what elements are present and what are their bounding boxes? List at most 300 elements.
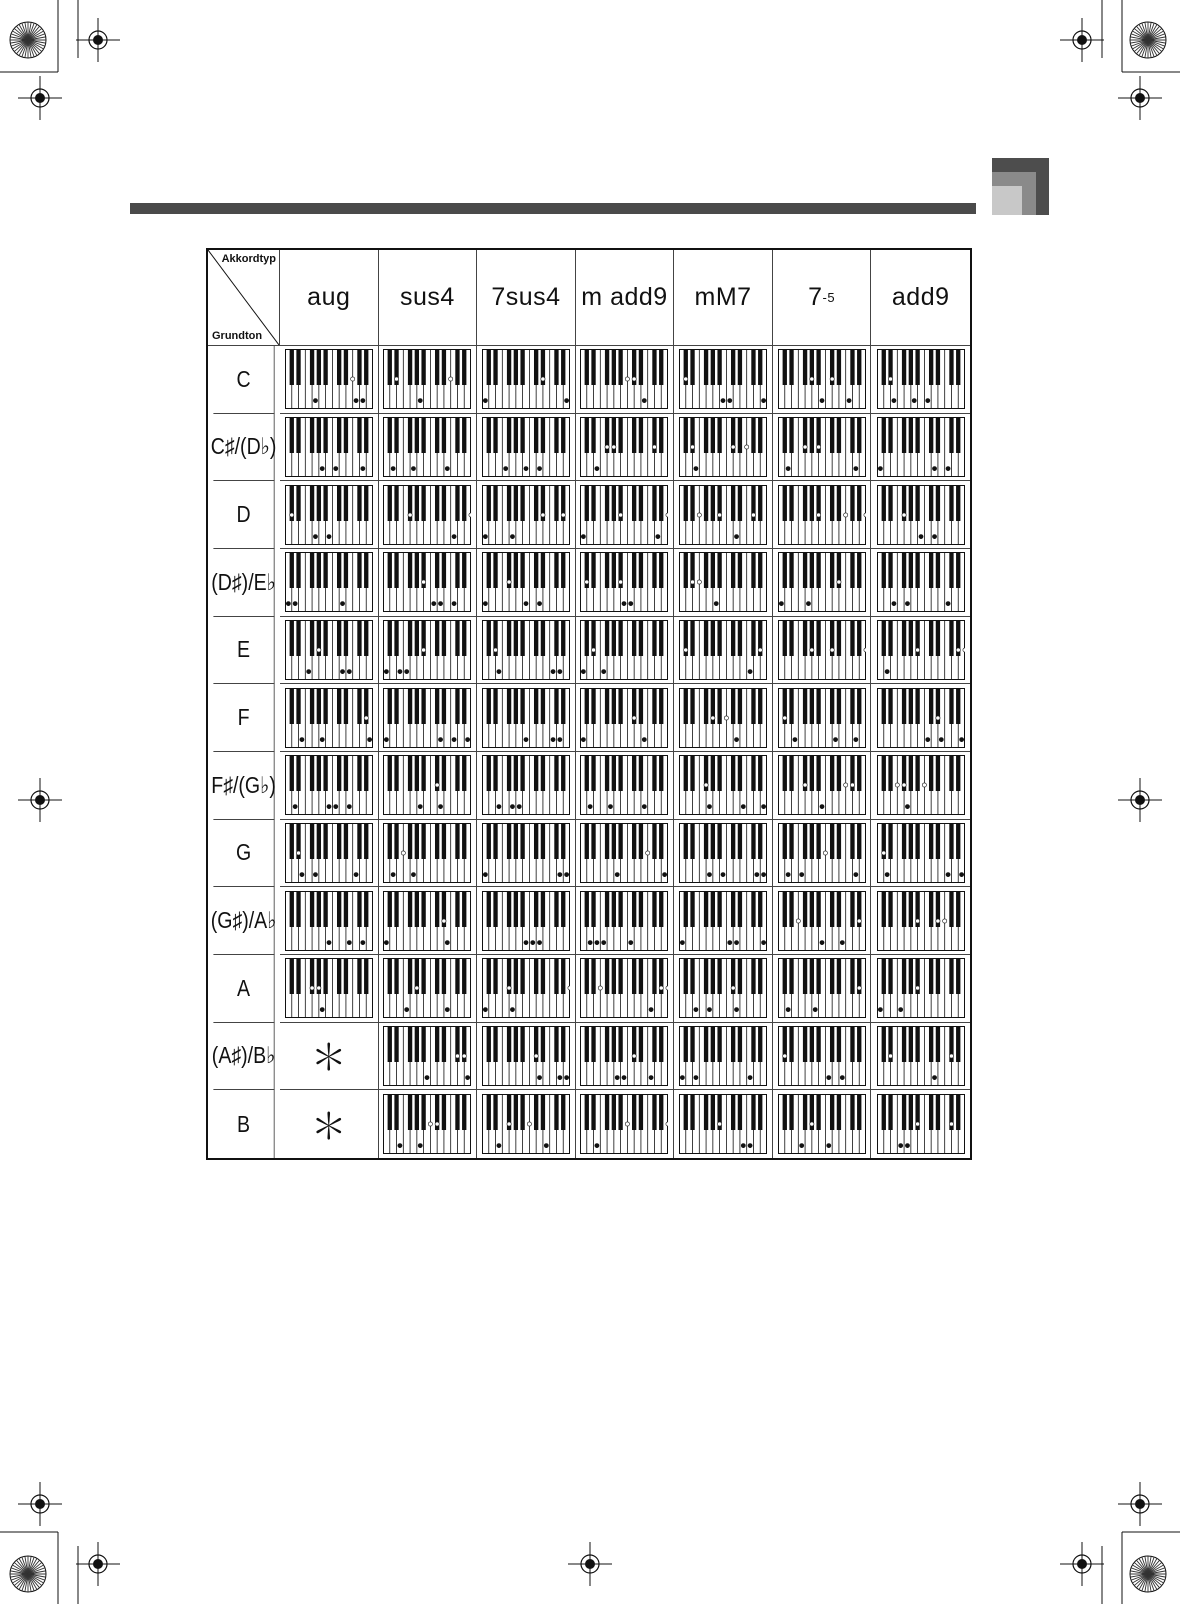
- piano-keyboard-icon: [877, 891, 965, 951]
- note-dot-icon: [418, 805, 422, 809]
- chord-diagram-cell: [280, 752, 379, 820]
- corner-label-chord-type: Akkordtyp: [221, 253, 276, 265]
- note-dot-icon: [293, 602, 297, 606]
- note-dot-icon: [551, 737, 555, 741]
- note-dot-icon: [663, 872, 667, 876]
- piano-keyboard-icon: [679, 1094, 767, 1154]
- chord-diagram-cell: [280, 346, 379, 414]
- note-dot-icon: [626, 1122, 630, 1126]
- note-dot-icon: [704, 783, 708, 787]
- chord-diagram-cell: [280, 549, 379, 617]
- chord-diagram-cell: [280, 481, 379, 549]
- note-dot-icon: [592, 648, 596, 652]
- piano-keyboard-icon: [877, 349, 965, 409]
- row-header-root: A: [213, 955, 274, 1023]
- note-dot-icon: [840, 940, 844, 944]
- chord-diagram-cell: [773, 481, 872, 549]
- piano-keyboard-icon: [580, 688, 668, 748]
- note-dot-icon: [748, 1075, 752, 1079]
- note-dot-icon: [466, 737, 470, 741]
- chord-diagram-cell: [674, 955, 773, 1023]
- note-dot-icon: [446, 940, 450, 944]
- chord-diagram-cell: [773, 820, 872, 888]
- chord-diagram-cell: [477, 684, 576, 752]
- piano-keyboard-icon: [580, 620, 668, 680]
- piano-keyboard-icon: [285, 349, 373, 409]
- chord-diagram-cell: [674, 481, 773, 549]
- note-dot-icon: [707, 1008, 711, 1012]
- note-dot-icon: [864, 513, 866, 517]
- piano-keyboard-icon: [877, 1026, 965, 1086]
- piano-keyboard-icon: [778, 1094, 866, 1154]
- note-dot-icon: [629, 940, 633, 944]
- note-dot-icon: [524, 466, 528, 470]
- note-dot-icon: [483, 602, 487, 606]
- note-dot-icon: [435, 1122, 439, 1126]
- note-dot-icon: [680, 940, 684, 944]
- note-dot-icon: [714, 602, 718, 606]
- note-dot-icon: [925, 399, 929, 403]
- piano-keyboard-icon: [285, 755, 373, 815]
- note-dot-icon: [707, 872, 711, 876]
- chord-diagram-cell: [477, 820, 576, 888]
- note-dot-icon: [452, 737, 456, 741]
- note-dot-icon: [840, 1075, 844, 1079]
- note-dot-icon: [452, 602, 456, 606]
- note-dot-icon: [313, 534, 317, 538]
- starburst-icon: [1130, 1556, 1166, 1592]
- piano-keyboard-icon: [383, 755, 471, 815]
- piano-keyboard-icon: [383, 688, 471, 748]
- note-dot-icon: [289, 513, 293, 517]
- note-dot-icon: [694, 1008, 698, 1012]
- note-dot-icon: [762, 399, 766, 403]
- note-dot-icon: [333, 805, 337, 809]
- chord-diagram-cell: [576, 752, 675, 820]
- piano-keyboard-icon: [679, 823, 767, 883]
- row-header-root: (G♯)/A♭: [213, 887, 274, 955]
- chord-diagram-cell: [674, 684, 773, 752]
- row-header-root: G: [213, 820, 274, 888]
- note-dot-icon: [826, 1075, 830, 1079]
- note-dot-icon: [830, 648, 834, 652]
- note-dot-icon: [919, 534, 923, 538]
- note-dot-icon: [731, 986, 735, 990]
- note-dot-icon: [504, 466, 508, 470]
- chord-diagram-cell: [379, 346, 478, 414]
- note-dot-icon: [745, 445, 749, 449]
- note-dot-icon: [564, 399, 568, 403]
- note-dot-icon: [806, 602, 810, 606]
- note-dot-icon: [568, 986, 570, 990]
- chord-diagram-cell: [871, 549, 970, 617]
- piano-keyboard-icon: [482, 958, 570, 1018]
- piano-keyboard-icon: [383, 349, 471, 409]
- piano-keyboard-icon: [778, 755, 866, 815]
- note-dot-icon: [748, 669, 752, 673]
- piano-keyboard-icon: [383, 823, 471, 883]
- note-dot-icon: [643, 737, 647, 741]
- note-dot-icon: [751, 513, 755, 517]
- chord-diagram-cell: [576, 1090, 675, 1158]
- note-dot-icon: [585, 580, 589, 584]
- note-dot-icon: [595, 940, 599, 944]
- note-dot-icon: [820, 399, 824, 403]
- piano-keyboard-icon: [285, 958, 373, 1018]
- note-dot-icon: [942, 919, 946, 923]
- note-dot-icon: [643, 399, 647, 403]
- chord-diagram-cell: [576, 481, 675, 549]
- chord-diagram-cell: [379, 414, 478, 482]
- note-dot-icon: [902, 783, 906, 787]
- note-dot-icon: [310, 986, 314, 990]
- note-dot-icon: [820, 805, 824, 809]
- note-dot-icon: [327, 534, 331, 538]
- note-dot-icon: [629, 602, 633, 606]
- note-dot-icon: [735, 534, 739, 538]
- note-dot-icon: [915, 919, 919, 923]
- note-dot-icon: [619, 513, 623, 517]
- note-dot-icon: [589, 940, 593, 944]
- piano-keyboard-icon: [580, 1026, 668, 1086]
- note-dot-icon: [333, 466, 337, 470]
- chord-diagram-cell: [773, 414, 872, 482]
- piano-keyboard-icon: [383, 620, 471, 680]
- note-dot-icon: [582, 669, 586, 673]
- note-dot-icon: [537, 940, 541, 944]
- note-dot-icon: [507, 580, 511, 584]
- note-dot-icon: [493, 648, 497, 652]
- piano-keyboard-icon: [383, 958, 471, 1018]
- chord-diagram-cell: [379, 955, 478, 1023]
- note-dot-icon: [735, 1008, 739, 1012]
- piano-keyboard-icon: [580, 552, 668, 612]
- piano-keyboard-icon: [580, 958, 668, 1018]
- note-dot-icon: [466, 1075, 470, 1079]
- note-dot-icon: [385, 669, 389, 673]
- note-dot-icon: [300, 872, 304, 876]
- chord-diagram-cell: [674, 1023, 773, 1091]
- note-dot-icon: [786, 1008, 790, 1012]
- piano-keyboard-icon: [778, 823, 866, 883]
- chord-diagram-cell: [773, 1090, 872, 1158]
- chord-diagram-cell: [871, 1023, 970, 1091]
- piano-keyboard-icon: [877, 485, 965, 545]
- note-dot-icon: [809, 648, 813, 652]
- note-dot-icon: [541, 513, 545, 517]
- note-dot-icon: [816, 445, 820, 449]
- note-dot-icon: [809, 377, 813, 381]
- note-dot-icon: [697, 513, 701, 517]
- note-dot-icon: [534, 1054, 538, 1058]
- col-header-madd9: m add9: [576, 250, 675, 346]
- note-dot-icon: [418, 399, 422, 403]
- note-dot-icon: [320, 737, 324, 741]
- note-dot-icon: [826, 1144, 830, 1148]
- note-dot-icon: [803, 783, 807, 787]
- piano-keyboard-icon: [482, 688, 570, 748]
- piano-keyboard-icon: [778, 552, 866, 612]
- note-dot-icon: [558, 737, 562, 741]
- note-dot-icon: [462, 1054, 466, 1058]
- chord-diagram-cell: [477, 617, 576, 685]
- chord-diagram-cell: [674, 549, 773, 617]
- note-dot-icon: [905, 602, 909, 606]
- note-dot-icon: [405, 1008, 409, 1012]
- chord-diagram-cell: [379, 684, 478, 752]
- note-dot-icon: [446, 1008, 450, 1012]
- chord-diagram-cell: [871, 481, 970, 549]
- note-dot-icon: [796, 919, 800, 923]
- piano-keyboard-icon: [482, 755, 570, 815]
- note-dot-icon: [432, 602, 436, 606]
- piano-keyboard-icon: [778, 1026, 866, 1086]
- note-dot-icon: [643, 805, 647, 809]
- chord-diagram-cell: [477, 752, 576, 820]
- note-dot-icon: [439, 602, 443, 606]
- note-dot-icon: [564, 872, 568, 876]
- note-dot-icon: [354, 872, 358, 876]
- col-header-7b5: 7 -5: [773, 250, 872, 346]
- note-dot-icon: [792, 737, 796, 741]
- note-dot-icon: [691, 445, 695, 449]
- note-dot-icon: [691, 580, 695, 584]
- chord-diagram-cell: [379, 549, 478, 617]
- piano-keyboard-icon: [482, 1026, 570, 1086]
- note-dot-icon: [320, 1008, 324, 1012]
- starburst-icon: [1130, 22, 1166, 58]
- note-dot-icon: [293, 805, 297, 809]
- chord-diagram-cell: [871, 414, 970, 482]
- note-dot-icon: [843, 513, 847, 517]
- chord-diagram-cell: [280, 684, 379, 752]
- note-dot-icon: [595, 466, 599, 470]
- chord-diagram-cell: [871, 955, 970, 1023]
- chord-diagram-cell: [674, 820, 773, 888]
- note-dot-icon: [902, 513, 906, 517]
- note-dot-icon: [367, 737, 371, 741]
- chord-diagram-cell: [379, 1023, 478, 1091]
- note-dot-icon: [497, 669, 501, 673]
- note-dot-icon: [347, 940, 351, 944]
- note-dot-icon: [799, 1144, 803, 1148]
- note-dot-icon: [412, 466, 416, 470]
- note-dot-icon: [803, 445, 807, 449]
- note-dot-icon: [684, 648, 688, 652]
- piano-keyboard-icon: [580, 755, 668, 815]
- note-dot-icon: [755, 872, 759, 876]
- col-header-sus4: sus4: [379, 250, 478, 346]
- note-dot-icon: [317, 986, 321, 990]
- piano-keyboard-icon: [679, 552, 767, 612]
- chord-diagram-cell: [773, 887, 872, 955]
- note-dot-icon: [439, 737, 443, 741]
- note-dot-icon: [524, 602, 528, 606]
- note-dot-icon: [361, 466, 365, 470]
- note-dot-icon: [418, 1144, 422, 1148]
- note-dot-icon: [537, 466, 541, 470]
- piano-keyboard-icon: [482, 552, 570, 612]
- note-dot-icon: [622, 1075, 626, 1079]
- piano-keyboard-icon: [679, 349, 767, 409]
- piano-keyboard-icon: [383, 417, 471, 477]
- note-dot-icon: [895, 783, 899, 787]
- note-dot-icon: [452, 534, 456, 538]
- note-dot-icon: [347, 669, 351, 673]
- chord-diagram-cell: [576, 617, 675, 685]
- note-dot-icon: [721, 399, 725, 403]
- chord-diagram-cell: [576, 955, 675, 1023]
- note-dot-icon: [718, 1122, 722, 1126]
- chord-diagram-cell: [674, 617, 773, 685]
- note-dot-icon: [612, 445, 616, 449]
- note-dot-icon: [599, 986, 603, 990]
- note-dot-icon: [402, 851, 406, 855]
- note-dot-icon: [616, 872, 620, 876]
- note-dot-icon: [684, 377, 688, 381]
- piano-keyboard-icon: [383, 552, 471, 612]
- note-dot-icon: [932, 466, 936, 470]
- note-dot-icon: [932, 534, 936, 538]
- note-dot-icon: [582, 737, 586, 741]
- piano-keyboard-icon: [679, 620, 767, 680]
- piano-keyboard-icon: [285, 620, 373, 680]
- chord-diagram-cell: [576, 820, 675, 888]
- piano-keyboard-icon: [580, 823, 668, 883]
- note-dot-icon: [296, 851, 300, 855]
- note-dot-icon: [442, 919, 446, 923]
- piano-keyboard-icon: [285, 823, 373, 883]
- chord-diagram-cell: [674, 414, 773, 482]
- note-dot-icon: [340, 602, 344, 606]
- note-dot-icon: [595, 1144, 599, 1148]
- note-dot-icon: [425, 1075, 429, 1079]
- note-dot-icon: [497, 805, 501, 809]
- note-dot-icon: [558, 1075, 562, 1079]
- chord-diagram-cell: [280, 955, 379, 1023]
- chord-diagram-cell: [576, 346, 675, 414]
- note-dot-icon: [564, 1075, 568, 1079]
- piano-keyboard-icon: [383, 891, 471, 951]
- note-dot-icon: [361, 940, 365, 944]
- chord-diagram-cell: [576, 1023, 675, 1091]
- note-dot-icon: [735, 737, 739, 741]
- note-dot-icon: [816, 513, 820, 517]
- note-dot-icon: [936, 716, 940, 720]
- note-dot-icon: [936, 919, 940, 923]
- piano-keyboard-icon: [482, 1094, 570, 1154]
- row-header-root: (D♯)/E♭: [213, 549, 274, 617]
- chord-diagram-cell: [871, 617, 970, 685]
- starburst-icon: [10, 22, 46, 58]
- piano-keyboard-icon: [778, 891, 866, 951]
- note-dot-icon: [836, 580, 840, 584]
- note-dot-icon: [527, 1122, 531, 1126]
- note-dot-icon: [347, 805, 351, 809]
- piano-keyboard-icon: [580, 417, 668, 477]
- piano-keyboard-icon: [482, 891, 570, 951]
- note-dot-icon: [354, 399, 358, 403]
- piano-keyboard-icon: [482, 485, 570, 545]
- note-dot-icon: [912, 399, 916, 403]
- chord-diagram-cell: [674, 887, 773, 955]
- chord-diagram-cell: [773, 346, 872, 414]
- chord-diagram-cell: [280, 617, 379, 685]
- note-dot-icon: [391, 872, 395, 876]
- piano-keyboard-icon: [285, 417, 373, 477]
- note-dot-icon: [959, 737, 963, 741]
- note-dot-icon: [946, 602, 950, 606]
- note-dot-icon: [633, 716, 637, 720]
- note-dot-icon: [398, 1144, 402, 1148]
- piano-keyboard-icon: [580, 349, 668, 409]
- chord-diagram-cell: [674, 752, 773, 820]
- note-dot-icon: [582, 534, 586, 538]
- piano-keyboard-icon: [285, 891, 373, 951]
- chord-diagram-cell: [379, 1090, 478, 1158]
- note-dot-icon: [939, 737, 943, 741]
- note-dot-icon: [558, 872, 562, 876]
- note-dot-icon: [878, 466, 882, 470]
- note-dot-icon: [694, 1075, 698, 1079]
- note-dot-icon: [925, 737, 929, 741]
- note-dot-icon: [483, 1008, 487, 1012]
- note-dot-icon: [524, 940, 528, 944]
- note-dot-icon: [544, 1144, 548, 1148]
- chord-table: [206, 248, 972, 1160]
- note-dot-icon: [949, 1122, 953, 1126]
- note-dot-icon: [963, 648, 965, 652]
- note-dot-icon: [507, 986, 511, 990]
- unavailable-mark: ＊: [280, 1090, 379, 1158]
- note-dot-icon: [799, 872, 803, 876]
- piano-keyboard-icon: [285, 552, 373, 612]
- note-dot-icon: [385, 737, 389, 741]
- note-dot-icon: [422, 580, 426, 584]
- row-header-root: F: [213, 684, 274, 752]
- note-dot-icon: [531, 940, 535, 944]
- chord-diagram-cell: [477, 1090, 576, 1158]
- chord-diagram-cell: [871, 684, 970, 752]
- piano-keyboard-icon: [383, 485, 471, 545]
- piano-keyboard-icon: [482, 349, 570, 409]
- note-dot-icon: [728, 940, 732, 944]
- chord-diagram-cell: [280, 887, 379, 955]
- note-dot-icon: [666, 513, 668, 517]
- note-dot-icon: [656, 534, 660, 538]
- note-dot-icon: [946, 872, 950, 876]
- note-dot-icon: [932, 1075, 936, 1079]
- note-dot-icon: [823, 851, 827, 855]
- corner-label-root: Grundton: [212, 330, 263, 342]
- note-dot-icon: [439, 805, 443, 809]
- note-dot-icon: [449, 377, 453, 381]
- note-dot-icon: [497, 1144, 501, 1148]
- note-dot-icon: [885, 669, 889, 673]
- piano-keyboard-icon: [383, 1094, 471, 1154]
- note-dot-icon: [456, 1054, 460, 1058]
- note-dot-icon: [622, 602, 626, 606]
- chord-diagram-cell: [576, 549, 675, 617]
- note-dot-icon: [915, 1122, 919, 1126]
- note-dot-icon: [649, 1008, 653, 1012]
- note-dot-icon: [415, 986, 419, 990]
- piano-keyboard-icon: [877, 417, 965, 477]
- note-dot-icon: [435, 783, 439, 787]
- note-dot-icon: [892, 399, 896, 403]
- piano-keyboard-icon: [679, 958, 767, 1018]
- note-dot-icon: [915, 648, 919, 652]
